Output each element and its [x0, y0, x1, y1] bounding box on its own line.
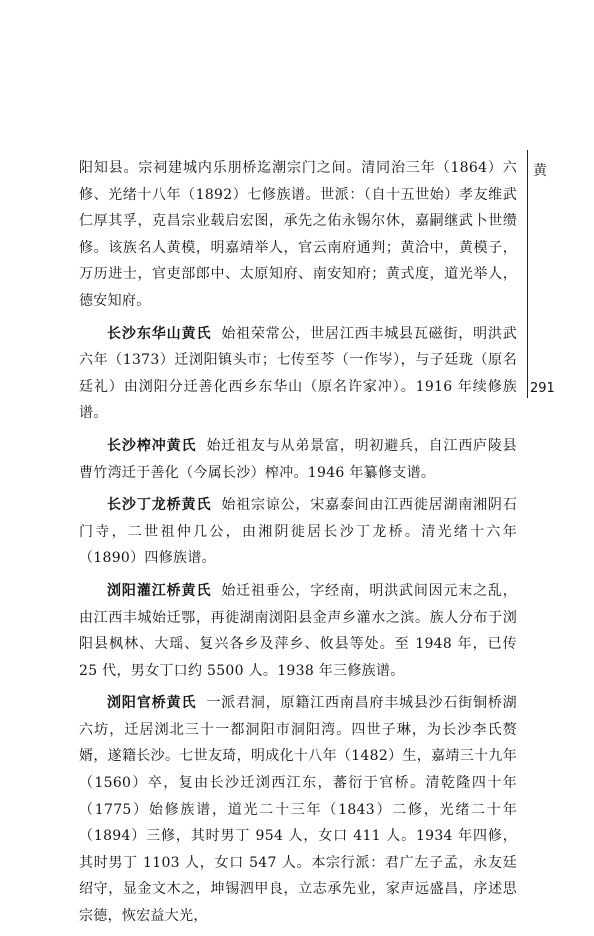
paragraph-continuation — [79, 155, 517, 315]
main-text — [79, 155, 517, 936]
paragraph-text: 始祖荣常公，世居江西丰城县瓦磁街，明洪武六年（1373）迁浏阳镇头市；七传至芩（一作岑），与子廷珑（原名廷礼）由浏阳分迁善化西乡东华山（原名许家冲）。1916 年续修族谱。 — [79, 325, 517, 422]
entry-paragraph — [79, 492, 517, 572]
entry-paragraph — [79, 433, 517, 486]
entry-title: 长沙东华山黄氏 — [107, 325, 212, 342]
paragraph-text: 始祖宗谅公，宋嘉泰间由江西徙居湖南湘阴石门寺，二世祖仲几公，由湘阴徙居长沙丁龙桥。清光绪十六年（1890）四修族谱。 — [79, 497, 517, 567]
paragraph-text: 一派君洞，原籍江西南昌府丰城县沙石街铜桥湖六坊，迁居浏北三十一都洞阳市洞阳湾。四世子琳，为长沙李氏赘婿，遂籍长沙。七世友琦，明成化十八年（1482）生，嘉靖三十九年（1560）卒，复由长沙迁浏西江东，蕃衍于官桥。清乾隆四十年（1775）始修族谱，道光二十三年（1843）二修，光绪二十年（1894）三修，其时男丁 954 人，女口 411 人。1934 年四修，其时男丁 1103 人，女口 547 人。本宗行派：君广左子孟，永友廷绍守，显金文木之，坤锡泗甲良，立志承先业，家声远盛昌，序述思宗德，恢宏益大光， — [79, 695, 517, 925]
entry-title: 长沙丁龙桥黄氏 — [107, 497, 212, 514]
entry-title: 浏阳灌江桥黄氏 — [107, 582, 212, 599]
entry-title: 长沙榨冲黄氏 — [107, 437, 197, 454]
entry-paragraph — [79, 690, 517, 929]
entry-paragraph — [79, 578, 517, 684]
paragraph-text: 始迁祖垂公，字经南，明洪武间因元末之乱，由江西丰城始迁鄂，再徙湖南浏阳县金声乡灌水之滨。族人分布于浏阳县枫林、大瑶、复兴各乡及萍乡、攸县等处。至 1948 年，已传 25 代，男女丁口约 5500 人。1938 年三修族谱。 — [79, 582, 517, 679]
entry-paragraph — [79, 321, 517, 427]
margin-rule — [527, 150, 528, 398]
entry-title: 浏阳官桥黄氏 — [107, 695, 197, 712]
page-number: 291 — [530, 381, 555, 396]
paragraph-text: 始迁祖友与从弟景富，明初避兵，自江西庐陵县曹竹湾迁于善化（今属长沙）榨冲。1946 年纂修支谱。 — [79, 437, 517, 481]
paragraph-text: 阳知县。宗祠建城内乐朋桥迄潮宗门之间。清同治三年（1864）六修、光绪十八年（1892）七修族谱。世派：（自十五世始）孝友维武仁厚其孚，克昌宗业载启宏图，承先之佑永锡尔休，嘉嗣继武卜世缵修。该族名人黄模，明嘉靖举人，官云南府通判；黄洽中，黄模子，万历进士，官吏部郎中、太原知府、南安知府；黄式度，道光举人，德安知府。 — [79, 160, 517, 309]
running-head: 黄 — [533, 163, 547, 179]
